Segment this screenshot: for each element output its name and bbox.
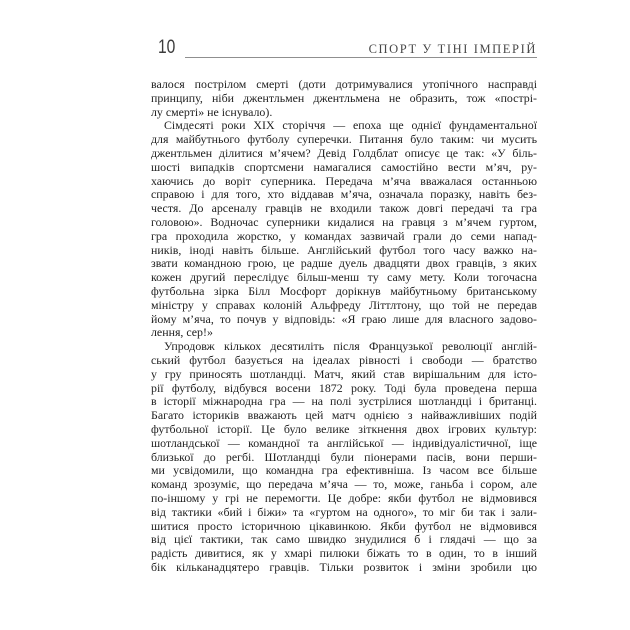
text-line: шотландської — командної та англійської — індивідуалістичної, іще: [151, 436, 537, 450]
text-line: кожен другий переслідує більш-менш ту саму мету. Коли тогочасна: [151, 271, 537, 285]
text-line: честя. До арсеналу гравців не входили також довгі передачі та гра: [151, 202, 537, 216]
text-line: футбольної історії. Це було велике зіткнення двох ігрових культур:: [151, 422, 537, 436]
text-line: міністру у справах колоній Альфреду Літтлтону, що той не передав: [151, 298, 537, 312]
text-line: Сімдесяті роки XIX сторіччя — епоха ще однієї фундаментальної: [164, 119, 537, 133]
text-line: ми усвідомили, що командна гра ефективніша. Із часом все більше: [151, 464, 537, 478]
text-line: в історії міжнародна гра — на полі зустрілися шотландці і британці.: [151, 395, 537, 409]
text-line: лення, сер!»: [151, 326, 213, 340]
text-line: гра проходила жорстко, у командах зазвичай грали до семи напад-: [151, 229, 537, 243]
text-line: Багато істориків вважають цей матч однією з найважливіших подій: [151, 409, 537, 423]
text-line: радість дивитися, як у хмарі пилюки біжать то в один, то в інший: [151, 547, 537, 561]
text-line: бік кільканадцятеро гравців. Тільки розвиток і зміни зробили цю: [151, 560, 537, 574]
page-number: 10: [158, 37, 176, 58]
body-text: [151, 78, 537, 575]
text-line: звати командною грою, це радше дуель двадцяти двох гравців, з яких: [151, 257, 537, 271]
text-line: лу смерті» не існувало).: [151, 105, 273, 119]
text-line: шитися просто історичною цікавинкою. Якби футбол не відмовився: [151, 519, 537, 533]
text-line: у гру приносять шотландці. Матч, який став вирішальним для істо-: [151, 367, 537, 381]
text-line: джентльмен ділитися м’ячем? Девід Голдблат описує це так: «У біль-: [151, 146, 537, 160]
text-line: по-іншому у грі не перемогти. Це добре: якби футбол не відмовився: [151, 491, 537, 505]
text-line: валося пострілом смерті (доти дотримувалися утопічного насправді: [151, 78, 537, 91]
running-title: СПОРТ У ТІНІ ІМПЕРІЙ: [368, 42, 537, 56]
text-line: від цієї тактики, так само швидко знудилися б і глядачі — що за: [151, 533, 537, 547]
text-line: йому м’яча, то почув у відповідь: «Я граю лише для власного задово-: [151, 312, 537, 326]
text-line: шості випадків спортсмени намагалися самостійно вести м’яч, ру-: [151, 160, 537, 174]
text-line: для майбутнього футболу суперечки. Питання було таким: чи мусить: [151, 133, 537, 147]
text-line: рії футболу, відбувся восени 1872 року. Тоді була проведена перша: [151, 381, 537, 395]
text-line: справою і для того, хто віддавав м’яча, означала поразку, навіть без-: [151, 188, 537, 202]
header-rule: [185, 57, 537, 58]
text-line: ників, іноді навіть більше. Англійський футбол того часу важко на-: [151, 243, 537, 257]
text-line: від тактики «бий і біжи» та «гуртом на одного», то міг би так і зали-: [151, 505, 537, 519]
text-line: футбольна зірка Білл Мосфорт дорікнув майбутньому британському: [151, 284, 537, 298]
text-line: головою». Водночас суперники кидалися на гравця з м’ячем гуртом,: [151, 215, 537, 229]
text-line: принципу, ніби джентльмен джентльмена не образить, тож «пострі-: [151, 91, 537, 105]
text-line: команд зрозуміє, що передача м’яча — то, може, ганьба і сором, але: [151, 478, 537, 492]
text-line: ський футбол базується на ідеалах рівності і свободи — братство: [151, 353, 537, 367]
text-line: Упродовж кількох десятиліть після Французької революції англій-: [164, 340, 537, 354]
text-line: близької до регбі. Шотландці були піонерами пасів, вони перши-: [151, 450, 537, 464]
text-line: хаючись до воріт суперника. Передача м’яча вважалася останньою: [151, 174, 537, 188]
